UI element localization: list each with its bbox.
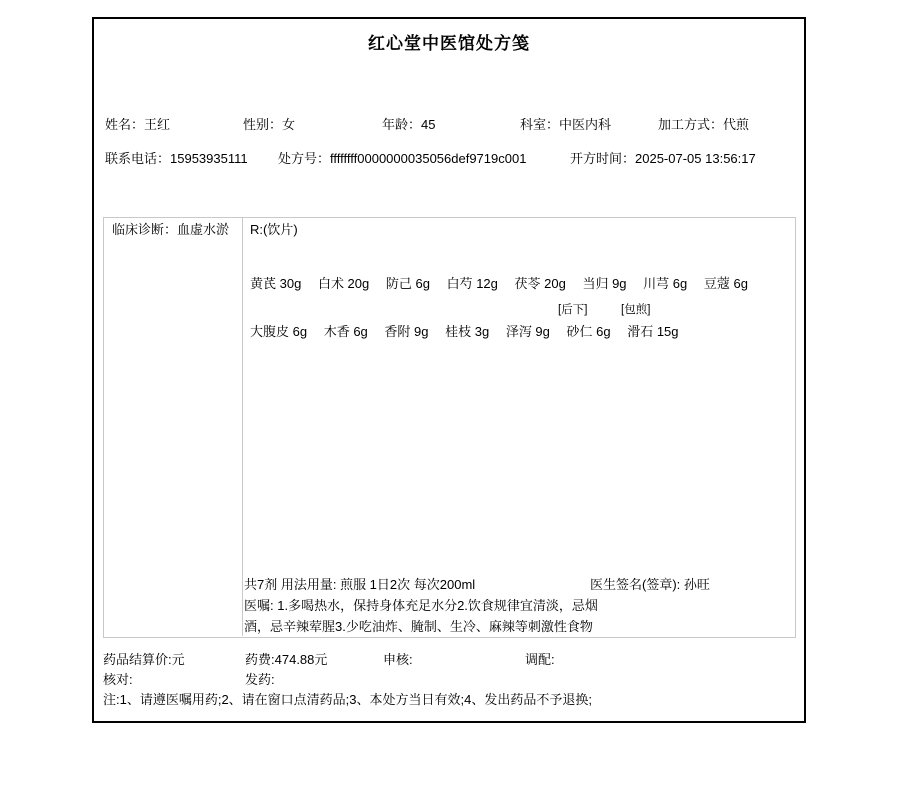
medicine-item: 川芎 6g — [643, 276, 688, 291]
settle-price-value: 元 — [171, 652, 185, 667]
medicine-item: 香附 9g — [384, 324, 429, 339]
doctor-signature-label: 医生签名(签章): — [590, 577, 684, 592]
phone-label: 联系电话： — [105, 151, 171, 166]
prescription-no-label: 处方号： — [278, 151, 331, 166]
medicine-item: 白术 20g — [317, 276, 370, 291]
prescription-no-value: ffffffff0000000035056def9719c001 — [330, 151, 527, 166]
processing-method-value: 代煎 — [723, 117, 750, 132]
wrap-boil-tag: [包煎] — [621, 304, 651, 316]
medicine-item: 大腹皮 6g — [250, 324, 308, 339]
medicine-item: 防己 6g — [385, 276, 430, 291]
doctor-signature-name: 孙旺 — [683, 577, 710, 592]
patient-gender-value: 女 — [282, 117, 296, 132]
phone-value: 15953935111 — [170, 151, 248, 166]
footer-note: 注:1、请遵医嘱用药;2、请在窗口点清药品;3、本处方当日有效;4、发出药品不予退换; — [103, 692, 592, 707]
dispense-prep-label: 调配: — [525, 652, 555, 667]
patient-name-value: 王红 — [144, 117, 171, 132]
patient-gender-label: 性别： — [243, 117, 283, 132]
department-value: 中医内科 — [559, 117, 612, 132]
medicine-item: 黄芪 30g — [250, 276, 302, 291]
medicine-item: 茯苓 20g — [514, 276, 566, 291]
prescription-no-field — [278, 151, 526, 166]
check-field — [103, 672, 133, 687]
advice-line-2: 酒，忌辛辣荤腥3.少吃油炸、腌制、生冷、麻辣等刺激性食物 — [244, 619, 593, 634]
medicine-item: 白芍 12g — [446, 276, 498, 291]
processing-method-label: 加工方式： — [658, 117, 724, 132]
medicine-line-2 — [250, 324, 692, 339]
department-label: 科室： — [520, 117, 560, 132]
drug-fee-value: 474.88元 — [274, 652, 328, 667]
dosage-line: 共7剂 用法用量: 煎服 1日2次 每次200ml — [244, 577, 476, 592]
settle-price-field — [103, 652, 185, 667]
medicine-item: 豆蔻 6g — [703, 276, 748, 291]
review-field — [383, 652, 413, 667]
check-label: 核对: — [103, 672, 133, 687]
dispense-prep-field — [525, 652, 555, 667]
patient-gender-field — [243, 117, 295, 132]
diagnosis-field — [112, 222, 229, 237]
page-title: 红心堂中医馆处方笺 — [368, 34, 530, 53]
prescribe-time-value: 2025-07-05 13:56:17 — [635, 151, 756, 166]
medicine-item: 滑石 15g — [627, 324, 679, 339]
drug-fee-label: 药费: — [245, 652, 275, 667]
patient-name-field — [105, 117, 170, 132]
department-field — [520, 117, 611, 132]
medicine-item: 砂仁 6g — [566, 324, 611, 339]
patient-name-label: 姓名： — [105, 117, 145, 132]
diagnosis-value: 血虚水淤 — [177, 222, 230, 237]
decoct-later-tag: [后下] — [558, 304, 588, 316]
phone-field — [105, 151, 248, 166]
review-label: 申核: — [383, 652, 413, 667]
medicine-item: 木香 6g — [323, 324, 368, 339]
dispense-label: 发药: — [245, 672, 275, 687]
doctor-signature-field — [590, 577, 710, 592]
rx-header: R:(饮片) — [250, 222, 298, 237]
medicine-item: 泽泻 9g — [505, 324, 550, 339]
advice-line-1: 医嘱: 1.多喝热水，保持身体充足水分2.饮食规律宜清淡，忌烟 — [244, 598, 598, 613]
settle-price-label: 药品结算价: — [103, 652, 172, 667]
prescribe-time-field — [570, 151, 756, 166]
prescribe-time-label: 开方时间： — [570, 151, 636, 166]
dispense-field — [245, 672, 275, 687]
diagnosis-divider — [242, 218, 243, 636]
patient-age-field — [382, 117, 435, 132]
medicine-line-1 — [250, 276, 761, 291]
medicine-item: 桂枝 3g — [445, 324, 490, 339]
drug-fee-field — [245, 652, 327, 667]
medicine-item: 当归 9g — [582, 276, 627, 291]
diagnosis-label: 临床诊断： — [112, 222, 178, 237]
patient-age-label: 年龄： — [382, 117, 422, 132]
processing-method-field — [658, 117, 749, 132]
patient-age-value: 45 — [421, 117, 436, 132]
